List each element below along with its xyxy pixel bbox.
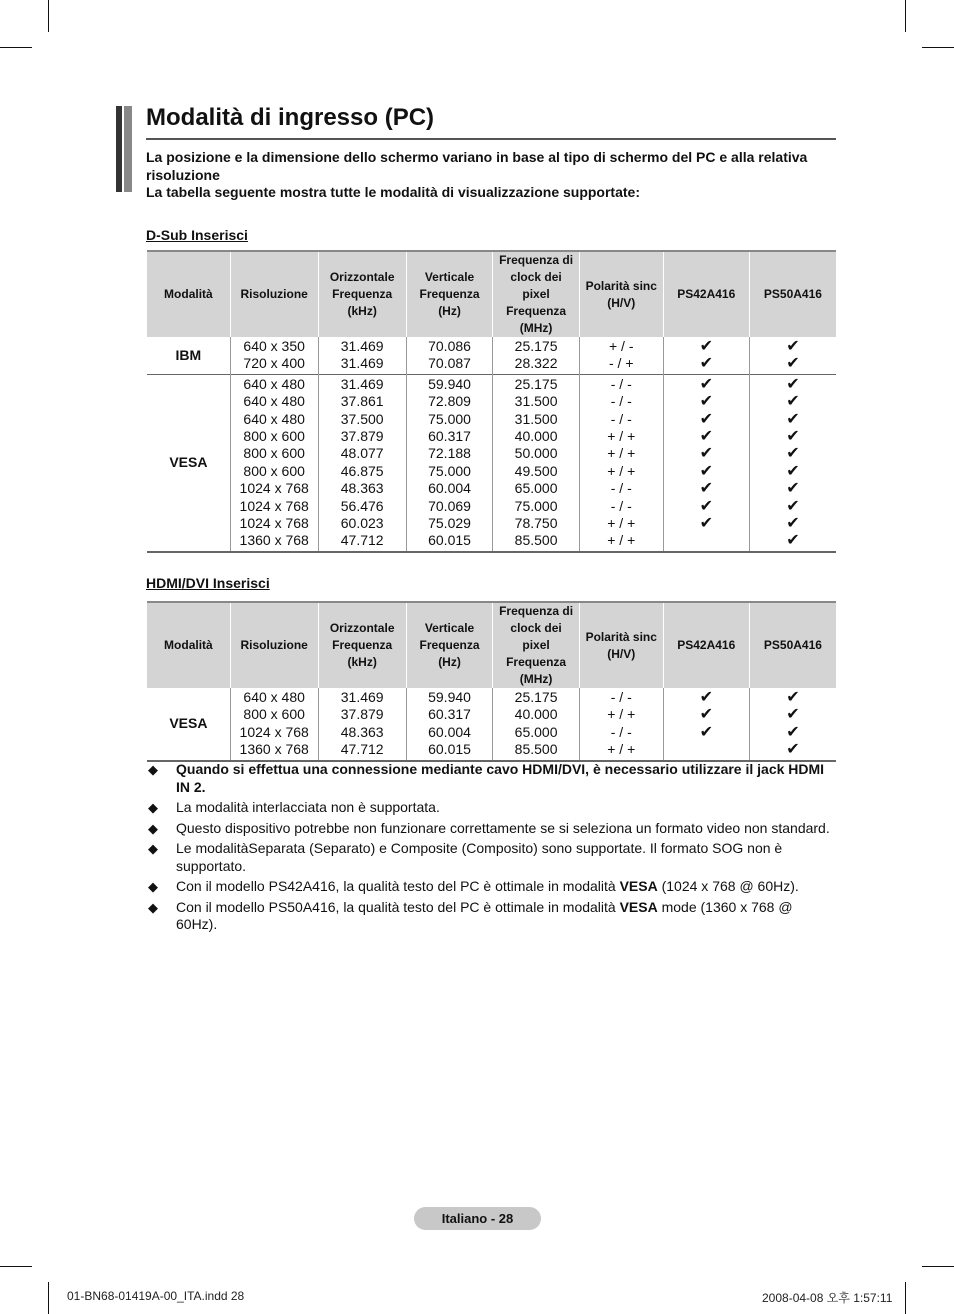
cell-value: 40.000 [514, 427, 558, 444]
header-modalita: Modalità [147, 251, 230, 337]
check-icon: ✔ [786, 355, 800, 373]
cell-value: + / + [607, 532, 636, 549]
check-icon: ✔ [699, 445, 713, 463]
header-verticale: Verticale Frequenza (Hz) [406, 251, 493, 337]
check-icon: ✔ [786, 427, 800, 445]
table-row [147, 374, 836, 551]
ps42-support-cell [663, 688, 749, 761]
cell-value: 37.879 [340, 706, 384, 723]
cell-value: 31.500 [514, 410, 558, 427]
cell-value: 72.188 [428, 445, 471, 462]
check-icon [664, 741, 749, 758]
header-pixel-clock: Frequenza di clock dei pixel Frequenza (MHz) [493, 251, 580, 337]
bullet-diamond-icon: ◆ [148, 879, 158, 894]
cell-value: 60.023 [340, 514, 384, 531]
cell-value: + / + [607, 462, 636, 479]
check-icon: ✔ [786, 689, 800, 706]
cell-value: 78.750 [514, 514, 558, 531]
ps42-support-cell [663, 374, 749, 551]
table-row [147, 337, 836, 374]
check-icon: ✔ [699, 355, 713, 373]
cell-value: 640 x 480 [243, 393, 305, 410]
cell-value: - / - [610, 723, 632, 740]
check-icon: ✔ [786, 723, 800, 741]
cell-value: 65.000 [514, 723, 558, 740]
crop-mark [0, 1266, 32, 1267]
cell-value: 47.712 [340, 741, 384, 758]
note-emphasis: VESA [619, 898, 658, 915]
check-icon: ✔ [699, 462, 713, 480]
cell-value: 60.317 [428, 706, 471, 723]
check-icon: ✔ [786, 532, 800, 550]
cell-value: 31.469 [340, 355, 384, 372]
cell-value: 59.940 [428, 689, 471, 705]
note-item [146, 878, 836, 896]
cell-value: 28.322 [514, 355, 558, 372]
cell-value: 70.069 [428, 497, 471, 514]
dsub-section-label: D-Sub Inserisci [146, 227, 248, 243]
header-pixel-clock: Frequenza di clock dei pixel Frequenza (MHz) [493, 602, 580, 688]
cell-value: 48.363 [340, 723, 384, 740]
cell-value: 47.712 [340, 532, 384, 549]
mode-cell: IBM [175, 346, 202, 363]
resolution-cell [230, 337, 318, 374]
cell-value: 31.500 [514, 393, 558, 410]
resolution-cell [230, 374, 318, 551]
h-freq-cell [318, 337, 406, 374]
v-freq-cell [406, 337, 493, 374]
h-freq-cell [318, 374, 406, 551]
note-item [146, 761, 836, 796]
cell-value: 46.875 [340, 462, 384, 479]
h-freq-cell [318, 688, 406, 761]
check-icon: ✔ [699, 375, 713, 393]
cell-value: 48.077 [340, 445, 384, 462]
cell-value: 31.469 [340, 689, 384, 705]
cell-value: 75.000 [514, 497, 558, 514]
imprint-date: 2008-04-08 오후 1:57:11 [762, 1291, 893, 1305]
polarity-cell [579, 337, 663, 374]
cell-value: 60.015 [428, 532, 471, 549]
crop-mark [48, 0, 49, 32]
cell-value: 640 x 350 [243, 338, 305, 354]
check-icon: ✔ [786, 445, 800, 463]
cell-value: 37.500 [340, 410, 384, 427]
ps42-support-cell [663, 337, 749, 374]
check-icon: ✔ [786, 338, 800, 355]
note-text: Questo dispositivo potrebbe non funzionare correttamente se si seleziona un formato video non standard. [176, 819, 830, 836]
cell-value: 1024 x 768 [239, 723, 309, 740]
dsub-modes-table [147, 250, 836, 553]
cell-value: 25.175 [514, 375, 558, 392]
bullet-diamond-icon: ◆ [148, 820, 158, 836]
cell-value: 59.940 [428, 375, 471, 392]
header-risoluzione: Risoluzione [230, 251, 318, 337]
cell-value: 75.000 [428, 410, 471, 427]
cell-value: 40.000 [514, 706, 558, 723]
cell-value: 60.004 [428, 723, 471, 740]
header-ps50a416: PS50A416 [749, 251, 836, 337]
cell-value: 75.029 [428, 514, 471, 531]
title-accent-bar [116, 106, 122, 192]
ps50-support-cell [749, 374, 836, 551]
note-item [146, 820, 836, 838]
header-polarita: Polarità sinc (H/V) [579, 602, 663, 688]
cell-value: 1024 x 768 [239, 514, 309, 531]
header-ps50a416: PS50A416 [749, 602, 836, 688]
cell-value: 800 x 600 [243, 706, 305, 723]
cell-value: + / + [607, 741, 636, 758]
note-item [146, 799, 836, 817]
check-icon: ✔ [699, 514, 713, 532]
cell-value: 70.087 [428, 355, 471, 372]
header-verticale: Verticale Frequenza (Hz) [406, 602, 493, 688]
cell-value: 1024 x 768 [239, 497, 309, 514]
check-icon: ✔ [786, 497, 800, 515]
check-icon: ✔ [699, 427, 713, 445]
pixel-clock-cell [493, 374, 580, 551]
page-title: Modalità di ingresso (PC) [146, 104, 435, 131]
header-polarita: Polarità sinc (H/V) [579, 251, 663, 337]
note-text: (1024 x 768 @ 60Hz). [657, 878, 799, 894]
title-accent-bar [124, 106, 132, 192]
intro-line-2: La tabella seguente mostra tutte le modalità di visualizzazione supportate: [146, 184, 640, 200]
check-icon: ✔ [699, 410, 713, 428]
note-text: Con il modello PS42A416, la qualità testo del PC è ottimale in modalità [176, 878, 620, 894]
mode-cell: VESA [169, 454, 208, 471]
header-ps42a416: PS42A416 [663, 602, 749, 688]
page-number-badge: Italiano - 28 [414, 1207, 541, 1230]
v-freq-cell [406, 688, 493, 761]
header-row [147, 602, 836, 688]
check-icon: ✔ [786, 410, 800, 428]
cell-value: - / - [610, 497, 632, 514]
cell-value: 800 x 600 [243, 445, 305, 462]
check-icon: ✔ [786, 706, 800, 724]
title-rule [146, 138, 836, 140]
header-orizzontale: Orizzontale Frequenza (kHz) [318, 251, 406, 337]
mode-cell: VESA [169, 715, 208, 732]
cell-value: 1360 x 768 [239, 532, 309, 549]
cell-value: - / - [610, 410, 632, 427]
check-icon: ✔ [786, 393, 800, 411]
cell-value: + / + [607, 427, 636, 444]
v-freq-cell [406, 374, 493, 551]
cell-value: - / + [608, 355, 634, 372]
intro-line-1: La posizione e la dimensione dello schermo variano in base al tipo di schermo del PC e alla relativa risoluzione [146, 149, 808, 183]
cell-value: 49.500 [514, 462, 558, 479]
bullet-diamond-icon: ◆ [148, 841, 158, 856]
header-orizzontale: Orizzontale Frequenza (kHz) [318, 602, 406, 688]
cell-value: 75.000 [428, 462, 471, 479]
check-icon [664, 532, 749, 549]
cell-value: - / - [610, 480, 632, 497]
check-icon: ✔ [699, 689, 713, 706]
cell-value: 800 x 600 [243, 462, 305, 479]
cell-value: 25.175 [514, 689, 558, 705]
cell-value: 50.000 [514, 445, 558, 462]
intro-text [146, 149, 826, 202]
cell-value: 60.004 [428, 480, 471, 497]
cell-value: 48.363 [340, 480, 384, 497]
check-icon: ✔ [786, 741, 800, 759]
note-text: La modalità interlacciata non è supportata. [176, 799, 440, 815]
cell-value: 70.086 [428, 338, 471, 354]
cell-value: 1024 x 768 [239, 480, 309, 497]
cell-value: - / - [610, 689, 632, 705]
cell-value: 85.500 [514, 532, 558, 549]
cell-value: + / + [607, 514, 636, 531]
cell-value: + / + [607, 706, 636, 723]
cell-value: 60.317 [428, 427, 471, 444]
check-icon: ✔ [699, 706, 713, 724]
cell-value: - / - [610, 393, 632, 410]
bullet-diamond-icon: ◆ [148, 899, 158, 915]
resolution-cell [230, 688, 318, 761]
cell-value: 65.000 [514, 480, 558, 497]
pixel-clock-cell [493, 688, 580, 761]
check-icon: ✔ [699, 723, 713, 741]
cell-value: 85.500 [514, 741, 558, 758]
cell-value: - / - [610, 375, 632, 392]
hdmi-modes-table [147, 601, 836, 762]
polarity-cell [579, 688, 663, 761]
check-icon: ✔ [699, 497, 713, 515]
crop-mark [48, 1282, 49, 1314]
hdmi-section-label: HDMI/DVI Inserisci [146, 575, 270, 591]
crop-mark [905, 0, 906, 32]
cell-value: 72.809 [428, 393, 471, 410]
cell-value: 60.015 [428, 741, 471, 758]
crop-mark [0, 47, 32, 48]
cell-value: + / - [608, 338, 634, 354]
crop-mark [922, 1266, 954, 1267]
ps50-support-cell [749, 688, 836, 761]
note-item [146, 899, 836, 934]
check-icon: ✔ [699, 338, 713, 355]
note-text: Quando si effettua una connessione mediante cavo HDMI/DVI, è necessario utilizzare il jack HDMI IN 2. [176, 761, 825, 795]
cell-value: 640 x 480 [243, 375, 305, 392]
check-icon: ✔ [699, 480, 713, 498]
cell-value: 640 x 480 [243, 689, 305, 705]
note-text: mode (1360 x 768 @ 60Hz). [176, 898, 793, 932]
check-icon: ✔ [786, 375, 800, 393]
cell-value: 1360 x 768 [239, 741, 309, 758]
header-risoluzione: Risoluzione [230, 602, 318, 688]
note-text: Con il modello PS50A416, la qualità testo del PC è ottimale in modalità [176, 898, 620, 915]
crop-mark [905, 1282, 906, 1314]
check-icon: ✔ [786, 480, 800, 498]
check-icon: ✔ [786, 514, 800, 532]
crop-mark [922, 47, 954, 48]
notes-list [146, 761, 836, 937]
pixel-clock-cell [493, 337, 580, 374]
bullet-diamond-icon: ◆ [148, 762, 158, 777]
check-icon: ✔ [786, 462, 800, 480]
check-icon: ✔ [699, 393, 713, 411]
cell-value: 37.879 [340, 427, 384, 444]
cell-value: 31.469 [340, 338, 384, 354]
polarity-cell [579, 374, 663, 551]
bullet-diamond-icon: ◆ [148, 800, 158, 815]
header-modalita: Modalità [147, 602, 230, 688]
cell-value: + / + [607, 445, 636, 462]
ps50-support-cell [749, 337, 836, 374]
cell-value: 800 x 600 [243, 427, 305, 444]
table-row [147, 688, 836, 761]
cell-value: 25.175 [514, 338, 558, 354]
imprint-file: 01-BN68-01419A-00_ITA.indd 28 [67, 1289, 245, 1303]
note-emphasis: VESA [619, 878, 658, 894]
cell-value: 640 x 480 [243, 410, 305, 427]
cell-value: 720 x 400 [243, 355, 305, 372]
cell-value: 31.469 [340, 375, 384, 392]
cell-value: 56.476 [340, 497, 384, 514]
header-ps42a416: PS42A416 [663, 251, 749, 337]
note-item [146, 840, 836, 875]
header-row [147, 251, 836, 337]
note-text: Le modalitàSeparata (Separato) e Composite (Composito) sono supportate. Il formato SOG non è supportato. [176, 840, 783, 874]
cell-value: 37.861 [340, 393, 384, 410]
